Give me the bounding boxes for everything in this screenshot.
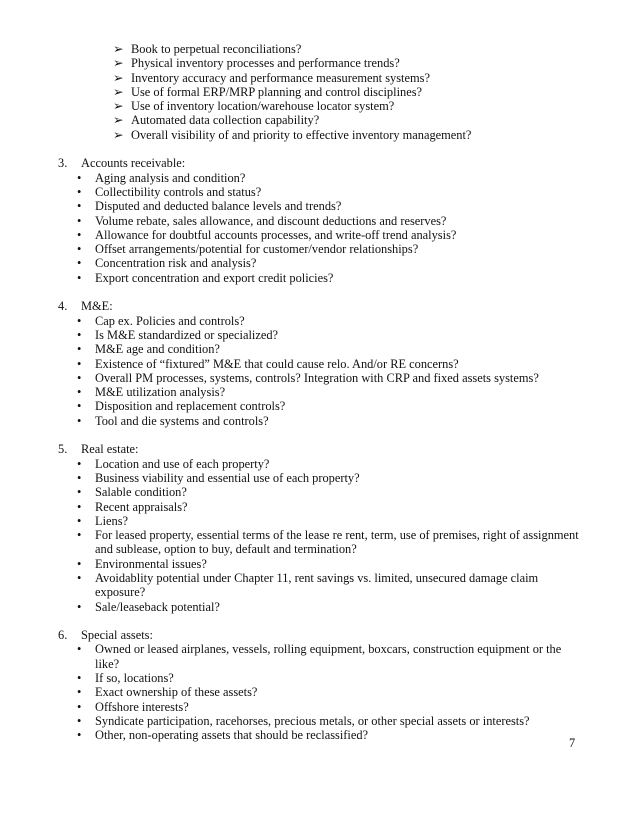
bullet-dot-icon: •: [77, 713, 82, 728]
bullet-list: [0, 457, 638, 614]
bullet-dot-icon: •: [77, 370, 82, 385]
section: [0, 442, 638, 614]
arrow-list-item: [0, 99, 638, 113]
list-item-text: Other, non-operating assets that should be reclassified?: [95, 728, 369, 743]
list-item-text: Overall PM processes, systems, controls? Integration with CRP and fixed assets systems?: [95, 370, 539, 385]
arrow-bullet-icon: ➢: [113, 127, 124, 142]
list-item: [0, 485, 638, 499]
section: [0, 156, 638, 285]
section-title: Special assets:: [81, 628, 153, 643]
list-item-text: If so, locations?: [95, 671, 174, 686]
list-item: [0, 514, 638, 528]
bullet-dot-icon: •: [77, 570, 82, 585]
bullet-dot-icon: •: [77, 485, 82, 500]
list-item-text: Liens?: [95, 513, 129, 528]
list-item-text: Collectibility controls and status?: [95, 184, 262, 199]
bullet-dot-icon: •: [77, 470, 82, 485]
list-item-text: Aging analysis and condition?: [95, 170, 246, 185]
section-heading: [0, 442, 638, 456]
arrow-list-item: [0, 71, 638, 85]
list-item-text: Syndicate participation, racehorses, precious metals, or other special assets or interests?: [95, 713, 530, 728]
list-item-text: Tool and die systems and controls?: [95, 413, 269, 428]
list-item-text: Avoidablity potential under Chapter 11, rent savings vs. limited, unsecured damage claim exposure?: [95, 570, 539, 600]
bullet-dot-icon: •: [77, 399, 82, 414]
list-item-text: Offset arrangements/potential for customer/vendor relationships?: [95, 242, 419, 257]
list-item: [0, 185, 638, 199]
bullet-dot-icon: •: [77, 413, 82, 428]
bullet-dot-icon: •: [77, 499, 82, 514]
section-title: Real estate:: [81, 442, 139, 457]
arrow-list-item: [0, 42, 638, 56]
section-number: 6.: [58, 628, 68, 643]
list-item-text: Salable condition?: [95, 485, 187, 500]
list-item: [0, 371, 638, 385]
bullet-dot-icon: •: [77, 184, 82, 199]
list-item-text: Physical inventory processes and performance trends?: [131, 56, 400, 71]
list-item-text: Sale/leaseback potential?: [95, 599, 220, 614]
list-item-text: Existence of “fixtured” M&E that could cause relo. And/or RE concerns?: [95, 356, 459, 371]
bullet-dot-icon: •: [77, 599, 82, 614]
bullet-dot-icon: •: [77, 513, 82, 528]
list-item-text: Export concentration and export credit policies?: [95, 270, 334, 285]
section-heading: [0, 156, 638, 170]
list-item: [0, 714, 638, 728]
bullet-dot-icon: •: [77, 642, 82, 657]
bullet-dot-icon: •: [77, 313, 82, 328]
list-item: [0, 357, 638, 371]
list-item: [0, 685, 638, 699]
list-item: [0, 385, 638, 399]
list-item: [0, 256, 638, 270]
list-item: [0, 642, 638, 671]
list-item-text: Disposition and replacement controls?: [95, 399, 286, 414]
list-item-text: Use of inventory location/warehouse locator system?: [131, 99, 395, 114]
list-item: [0, 414, 638, 428]
list-item: [0, 500, 638, 514]
list-item-text: Overall visibility of and priority to effective inventory management?: [131, 127, 472, 142]
list-item: [0, 700, 638, 714]
list-item: [0, 571, 638, 600]
bullet-dot-icon: •: [77, 270, 82, 285]
list-item-text: Is M&E standardized or specialized?: [95, 327, 279, 342]
list-item: [0, 557, 638, 571]
arrow-bullet-icon: ➢: [113, 99, 124, 114]
list-item: [0, 471, 638, 485]
section-number: 3.: [58, 156, 68, 171]
page-content: [0, 42, 638, 743]
list-item-text: Allowance for doubtful accounts processes, and write-off trend analysis?: [95, 227, 457, 242]
bullet-list: [0, 171, 638, 285]
bullet-dot-icon: •: [77, 327, 82, 342]
bullet-dot-icon: •: [77, 528, 82, 543]
section-heading: [0, 628, 638, 642]
list-item: [0, 342, 638, 356]
bullet-dot-icon: •: [77, 685, 82, 700]
inventory-subitems-list: [0, 42, 638, 142]
section: [0, 628, 638, 742]
arrow-list-item: [0, 85, 638, 99]
bullet-dot-icon: •: [77, 170, 82, 185]
arrow-bullet-icon: ➢: [113, 70, 124, 85]
bullet-dot-icon: •: [77, 227, 82, 242]
page-number: 7: [569, 736, 576, 750]
section-number: 4.: [58, 299, 68, 314]
bullet-list: [0, 314, 638, 428]
list-item-text: Business viability and essential use of each property?: [95, 470, 360, 485]
arrow-bullet-icon: ➢: [113, 84, 124, 99]
list-item: [0, 271, 638, 285]
bullet-dot-icon: •: [77, 671, 82, 686]
sections-container: [0, 156, 638, 742]
bullet-dot-icon: •: [77, 556, 82, 571]
bullet-dot-icon: •: [77, 199, 82, 214]
list-item-text: M&E utilization analysis?: [95, 385, 226, 400]
list-item: [0, 228, 638, 242]
list-item: [0, 671, 638, 685]
bullet-dot-icon: •: [77, 385, 82, 400]
list-item-text: Automated data collection capability?: [131, 113, 320, 128]
bullet-dot-icon: •: [77, 356, 82, 371]
list-item-text: Use of formal ERP/MRP planning and control disciplines?: [131, 84, 423, 99]
bullet-dot-icon: •: [77, 242, 82, 257]
list-item: [0, 314, 638, 328]
list-item-text: For leased property, essential terms of the lease re rent, term, use of premises, right of assignment and sublease, option to buy, default and termination?: [95, 528, 579, 557]
list-item-text: Volume rebate, sales allowance, and discount deductions and reserves?: [95, 213, 447, 228]
list-item: [0, 199, 638, 213]
section-heading: [0, 299, 638, 313]
list-item: [0, 728, 638, 742]
list-item-text: Cap ex. Policies and controls?: [95, 313, 245, 328]
list-item-text: Concentration risk and analysis?: [95, 256, 257, 271]
list-item-text: Owned or leased airplanes, vessels, rolling equipment, boxcars, construction equipment or the like?: [95, 642, 562, 671]
list-item-text: Environmental issues?: [95, 556, 207, 571]
list-item: [0, 457, 638, 471]
list-item-text: Inventory accuracy and performance measurement systems?: [131, 70, 430, 85]
section-number: 5.: [58, 442, 68, 457]
bullet-dot-icon: •: [77, 342, 82, 357]
list-item-text: Recent appraisals?: [95, 499, 188, 514]
section-title: Accounts receivable:: [81, 156, 186, 171]
list-item: [0, 399, 638, 413]
list-item: [0, 600, 638, 614]
arrow-list-item: [0, 128, 638, 142]
section-title: M&E:: [81, 299, 113, 314]
bullet-dot-icon: •: [77, 728, 82, 743]
list-item-text: Exact ownership of these assets?: [95, 685, 258, 700]
list-item-text: Location and use of each property?: [95, 456, 270, 471]
bullet-dot-icon: •: [77, 456, 82, 471]
section: [0, 299, 638, 428]
bullet-dot-icon: •: [77, 213, 82, 228]
list-item-text: M&E age and condition?: [95, 342, 220, 357]
arrow-bullet-icon: ➢: [113, 113, 124, 128]
arrow-bullet-icon: ➢: [113, 42, 124, 56]
bullet-dot-icon: •: [77, 256, 82, 271]
list-item: [0, 242, 638, 256]
list-item-text: Book to perpetual reconciliations?: [131, 42, 302, 56]
bullet-list: [0, 642, 638, 742]
list-item-text: Disputed and deducted balance levels and trends?: [95, 199, 342, 214]
list-item: [0, 214, 638, 228]
arrow-list-item: [0, 56, 638, 70]
arrow-list-item: [0, 113, 638, 127]
list-item: [0, 528, 638, 557]
bullet-dot-icon: •: [77, 699, 82, 714]
list-item: [0, 171, 638, 185]
list-item: [0, 328, 638, 342]
arrow-bullet-icon: ➢: [113, 56, 124, 71]
list-item-text: Offshore interests?: [95, 699, 189, 714]
